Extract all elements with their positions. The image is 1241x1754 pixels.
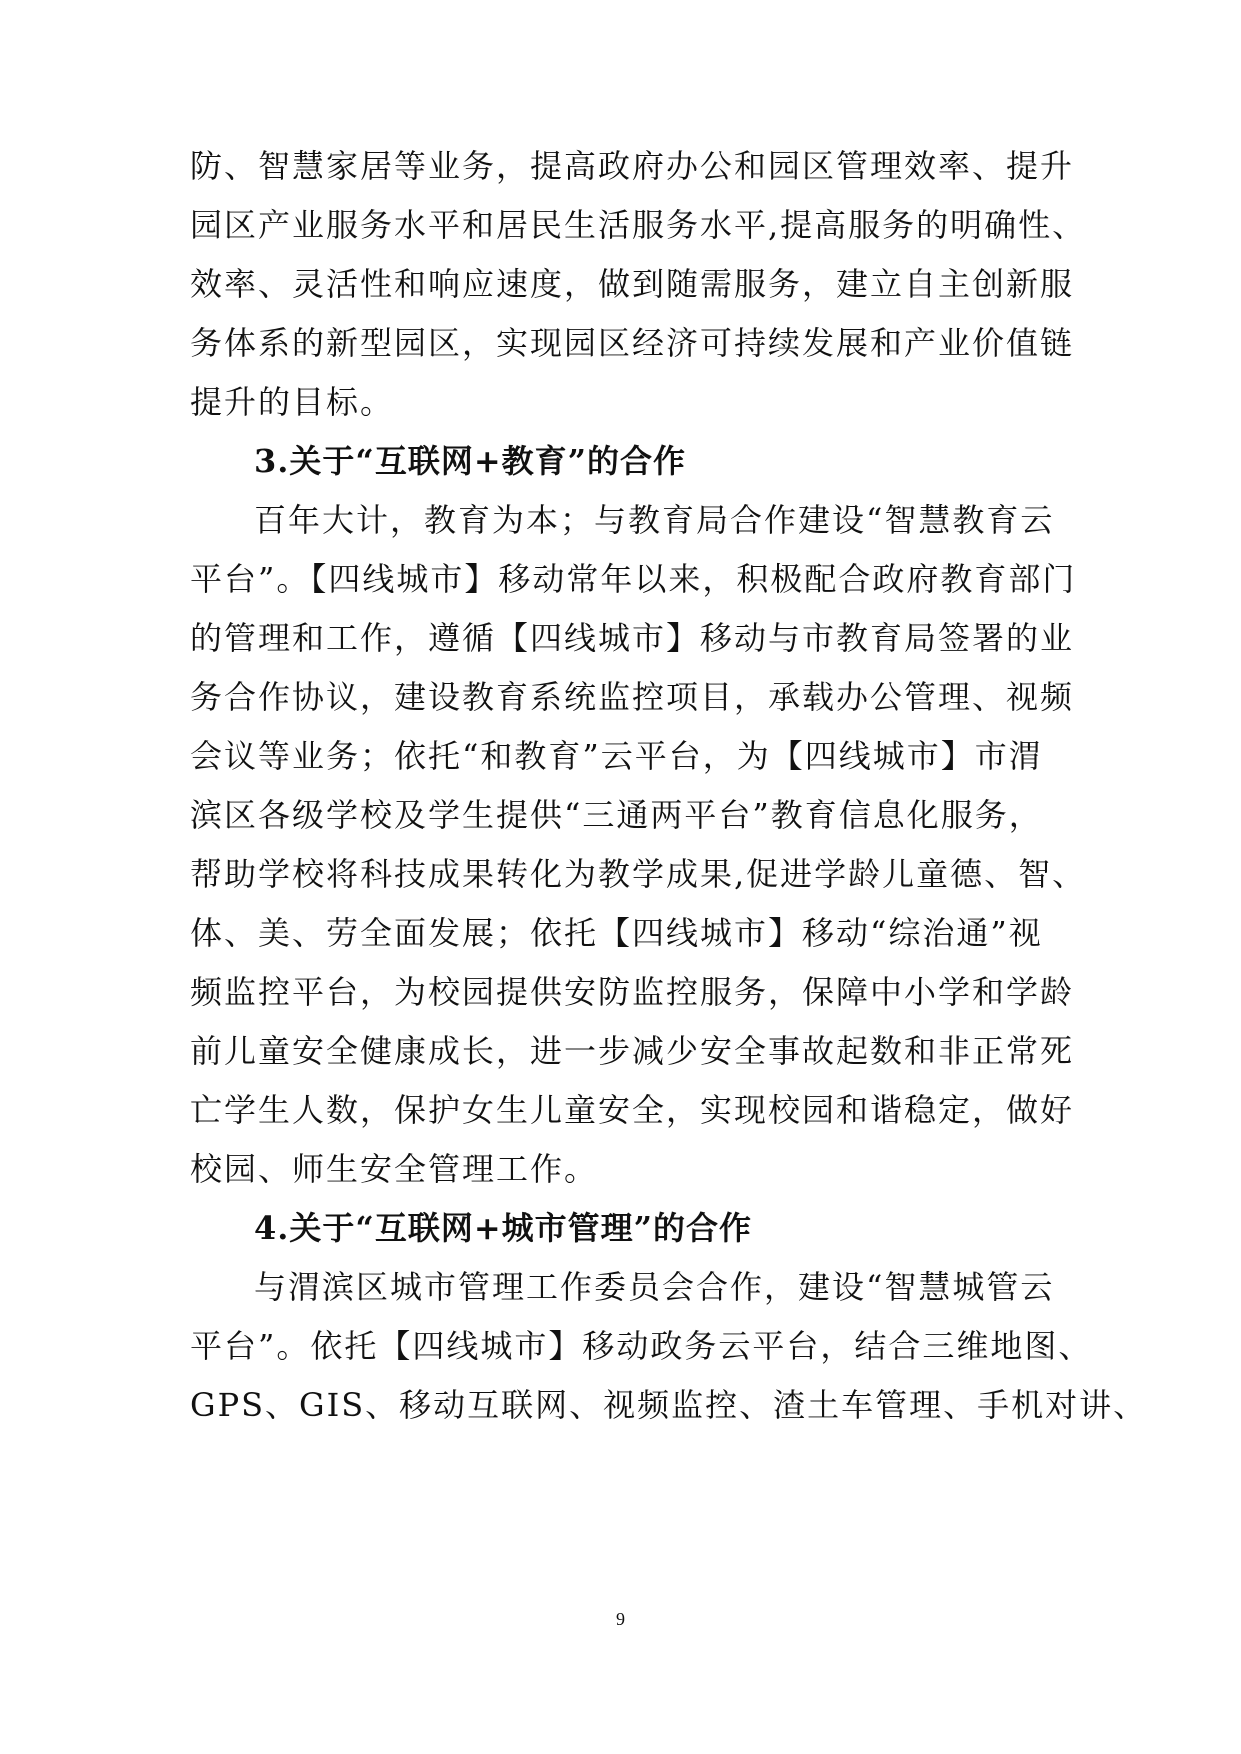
section-heading-education: 3.关于“互联网+教育”的合作: [254, 442, 687, 480]
paragraph-line: 百年大计，教育为本；与教育局合作建设“智慧教育云: [254, 501, 1055, 539]
paragraph-line: 滨区各级学校及学生提供“三通两平台”教育信息化服务，: [190, 796, 1043, 834]
paragraph-line: 提升的目标。: [190, 383, 395, 421]
page-number: 9: [616, 1609, 625, 1629]
section-heading-city-management: 4.关于“互联网+城市管理”的合作: [254, 1209, 753, 1247]
paragraph-line: 校园、师生安全管理工作。: [190, 1150, 599, 1188]
paragraph-line: 会议等业务；依托“和教育”云平台，为【四线城市】市渭: [190, 737, 1043, 775]
paragraph-line: 效率、灵活性和响应速度，做到随需服务，建立自主创新服: [190, 265, 1075, 303]
paragraph-line: 帮助学校将科技成果转化为教学成果,促进学龄儿童德、智、: [190, 855, 1087, 893]
paragraph-line: GPS、GIS、移动互联网、视频监控、渣土车管理、手机对讲、: [190, 1386, 1148, 1424]
paragraph-line: 防、智慧家居等业务，提高政府办公和园区管理效率、提升: [190, 147, 1075, 185]
paragraph-line: 务合作协议，建设教育系统监控项目，承载办公管理、视频: [190, 678, 1075, 716]
paragraph-line: 前儿童安全健康成长，进一步减少安全事故起数和非正常死: [190, 1032, 1075, 1070]
paragraph-line: 频监控平台，为校园提供安防监控服务，保障中小学和学龄: [190, 973, 1075, 1011]
paragraph-line: 体、美、劳全面发展；依托【四线城市】移动“综治通”视: [190, 914, 1043, 952]
paragraph-line: 与渭滨区城市管理工作委员会合作，建设“智慧城管云: [254, 1268, 1055, 1306]
paragraph-line: 亡学生人数，保护女生儿童安全，实现校园和谐稳定，做好: [190, 1091, 1075, 1129]
paragraph-line: 的管理和工作，遵循【四线城市】移动与市教育局签署的业: [190, 619, 1075, 657]
paragraph-line: 平台”。【四线城市】移动常年以来，积极配合政府教育部门: [190, 560, 1077, 598]
paragraph-line: 务体系的新型园区，实现园区经济可持续发展和产业价值链: [190, 324, 1075, 362]
paragraph-line: 平台”。依托【四线城市】移动政务云平台，结合三维地图、: [190, 1327, 1093, 1365]
paragraph-line: 园区产业服务水平和居民生活服务水平,提高服务的明确性、: [190, 206, 1087, 244]
